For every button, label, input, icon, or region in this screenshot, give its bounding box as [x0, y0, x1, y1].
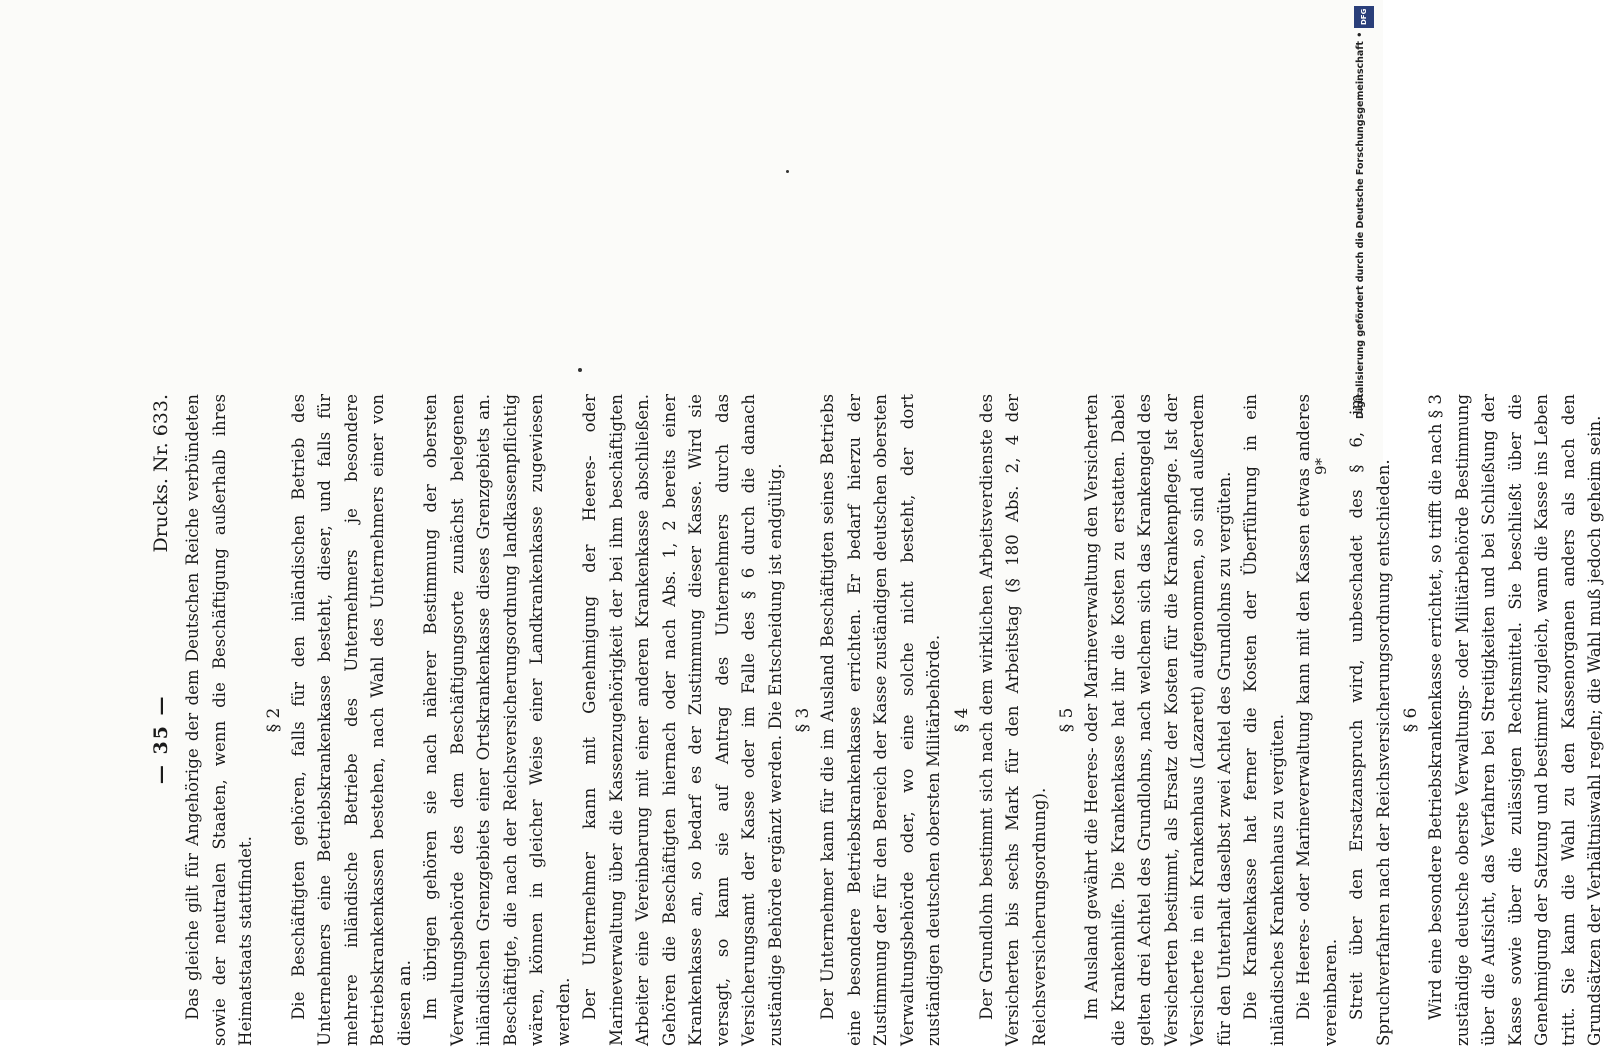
paragraph: Die Heeres- oder Marineverwaltung kann mit den Kassen etwas anderes vereinbaren. — [1294, 394, 1340, 1046]
digitization-credit-strip — [1351, 6, 1379, 998]
stray-dot — [578, 368, 582, 372]
document-reference: Drucks. Nr. 633. — [150, 394, 172, 553]
section-heading: § 4 — [951, 707, 972, 733]
dfg-logo: DFG — [1354, 6, 1374, 28]
section-heading: § 2 — [263, 707, 284, 733]
paragraph: Die Krankenkasse hat ferner die Kosten der Überführung in ein inländisches Krankenhaus zu vergüten. — [1241, 394, 1287, 1046]
paragraph: Der Grundlohn bestimmt sich nach dem wirklichen Arbeitsverdienste des Versicherten bis sechs Mark für den Arbeitstag (§ 180 Abs. 2, 4 der Reichsversicherungsordnung). — [976, 394, 1049, 1046]
paragraph: Im Ausland gewährt die Heeres- oder Marineverwaltung den Versicherten die Krankenhilfe. Die Krankenkasse hat ihr die Kosten zu erstatten. Dabei gelten drei Achtel des Grundlohns, nach welchem sich das Krankengeld des Versicherten bestimmt, als Ersatz der Kosten für die Krankenpflege. Ist der Versicherte in ein Krankenhaus (Lazarett) aufgenommen, so sind außerdem für den Unterhalt daselbst zwei Achtel des Grundlohns zu vergüten. — [1082, 393, 1234, 1046]
paragraph: Die Beschäftigten gehören, falls für den inländischen Betrieb des Unternehmers eine Betriebskrankenkasse besteht, dieser, und falls für mehrere inländische Betriebe des Unternehmers je besondere Betriebskrankenkassen bestehen, nach Wahl des Unternehmers einer von diesen an. — [288, 394, 414, 1046]
paragraph: Das gleiche gilt für Angehörige der dem Deutschen Reiche verbündeten sowie der neutralen Staaten, wenn die Beschäftigung außerhalb ihres Heimatstaats stattfindet. — [183, 394, 255, 1046]
rotated-document-page — [142, 390, 1604, 1050]
paragraph: Der Unternehmer kann für die im Ausland Beschäftigten seines Betriebs eine besondere Betriebskrankenkasse errichten. Er bedarf hierzu der Zustimmung der für den Bereich der Kasse zuständigen deutschen obersten Verwaltungsbehörde oder, wo eine solche nicht besteht, der dort zuständigen deutschen obersten Militärbehörde. — [818, 394, 943, 1046]
digitization-credit: Digitalisierung gefördert durch die Deutsche Forschungsgemeinschaft • — [1355, 32, 1366, 420]
paragraph: Im übrigen gehören sie nach näherer Bestimmung der obersten Verwaltungsbehörde des dem Beschäftigungsorte zunächst belegenen inländischen Grenzgebiets einer Ortskrankenkasse dieses Grenzgebiets an. Beschäftigte, die nach der Reichsversicherungsordnung landkassenpflichtig wären, können in gleicher Weise einer Landkrankenkasse zugewiesen werden. — [421, 394, 573, 1046]
page-header — [142, 390, 180, 1050]
signature-mark: 9* — [1312, 457, 1330, 475]
paragraph: Streit über den Ersatzanspruch wird, unbeschadet des § 6, im Spruchverfahren nach der Reichsversicherungsordnung entschieden. — [1347, 394, 1393, 1046]
section-heading: § 5 — [1057, 707, 1077, 733]
section-heading: § 3 — [793, 707, 813, 733]
document-body — [180, 390, 1609, 1050]
page-number: — 35 — — [150, 694, 172, 785]
paragraph: Wird eine besondere Betriebskrankenkasse errichtet, so trifft die nach § 3 zuständige deutsche oberste Verwaltungs- oder Militärbehörde Bestimmung über die Aufsicht, das Verfahren bei Streitigkeiten und bei Schließung der Kasse sowie über die zulässigen Rechtsmittel. Sie beschließt über die Genehmigung der Satzung und bestimmt zugleich, wann die Kasse ins Leben tritt. Sie kann die Wahl zu den Kassenorganen anders als nach den Grundsätzen der Verhältniswahl regeln; die Wahl muß jedoch geheim sein. — [1426, 394, 1604, 1046]
stray-dot — [786, 170, 789, 173]
paragraph: Der Unternehmer kann mit Genehmigung der Heeres- oder Marineverwaltung über die Kassenzugehörigkeit der bei ihm beschäftigten Arbeiter eine Vereinbarung mit einer anderen Krankenkasse abschließen. Gehören die Beschäftigten hiernach oder nach Abs. 1, 2 bereits einer Krankenkasse an, so bedarf es der Zustimmung dieser Kasse. Wird sie versagt, so kann sie auf Antrag des Unternehmers durch das Versicherungsamt der Kasse oder im Falle des § 6 durch die danach zuständige Behörde ergänzt werden. Die Entscheidung ist endgültig. — [580, 394, 785, 1046]
section-heading: § 6 — [1401, 707, 1421, 733]
